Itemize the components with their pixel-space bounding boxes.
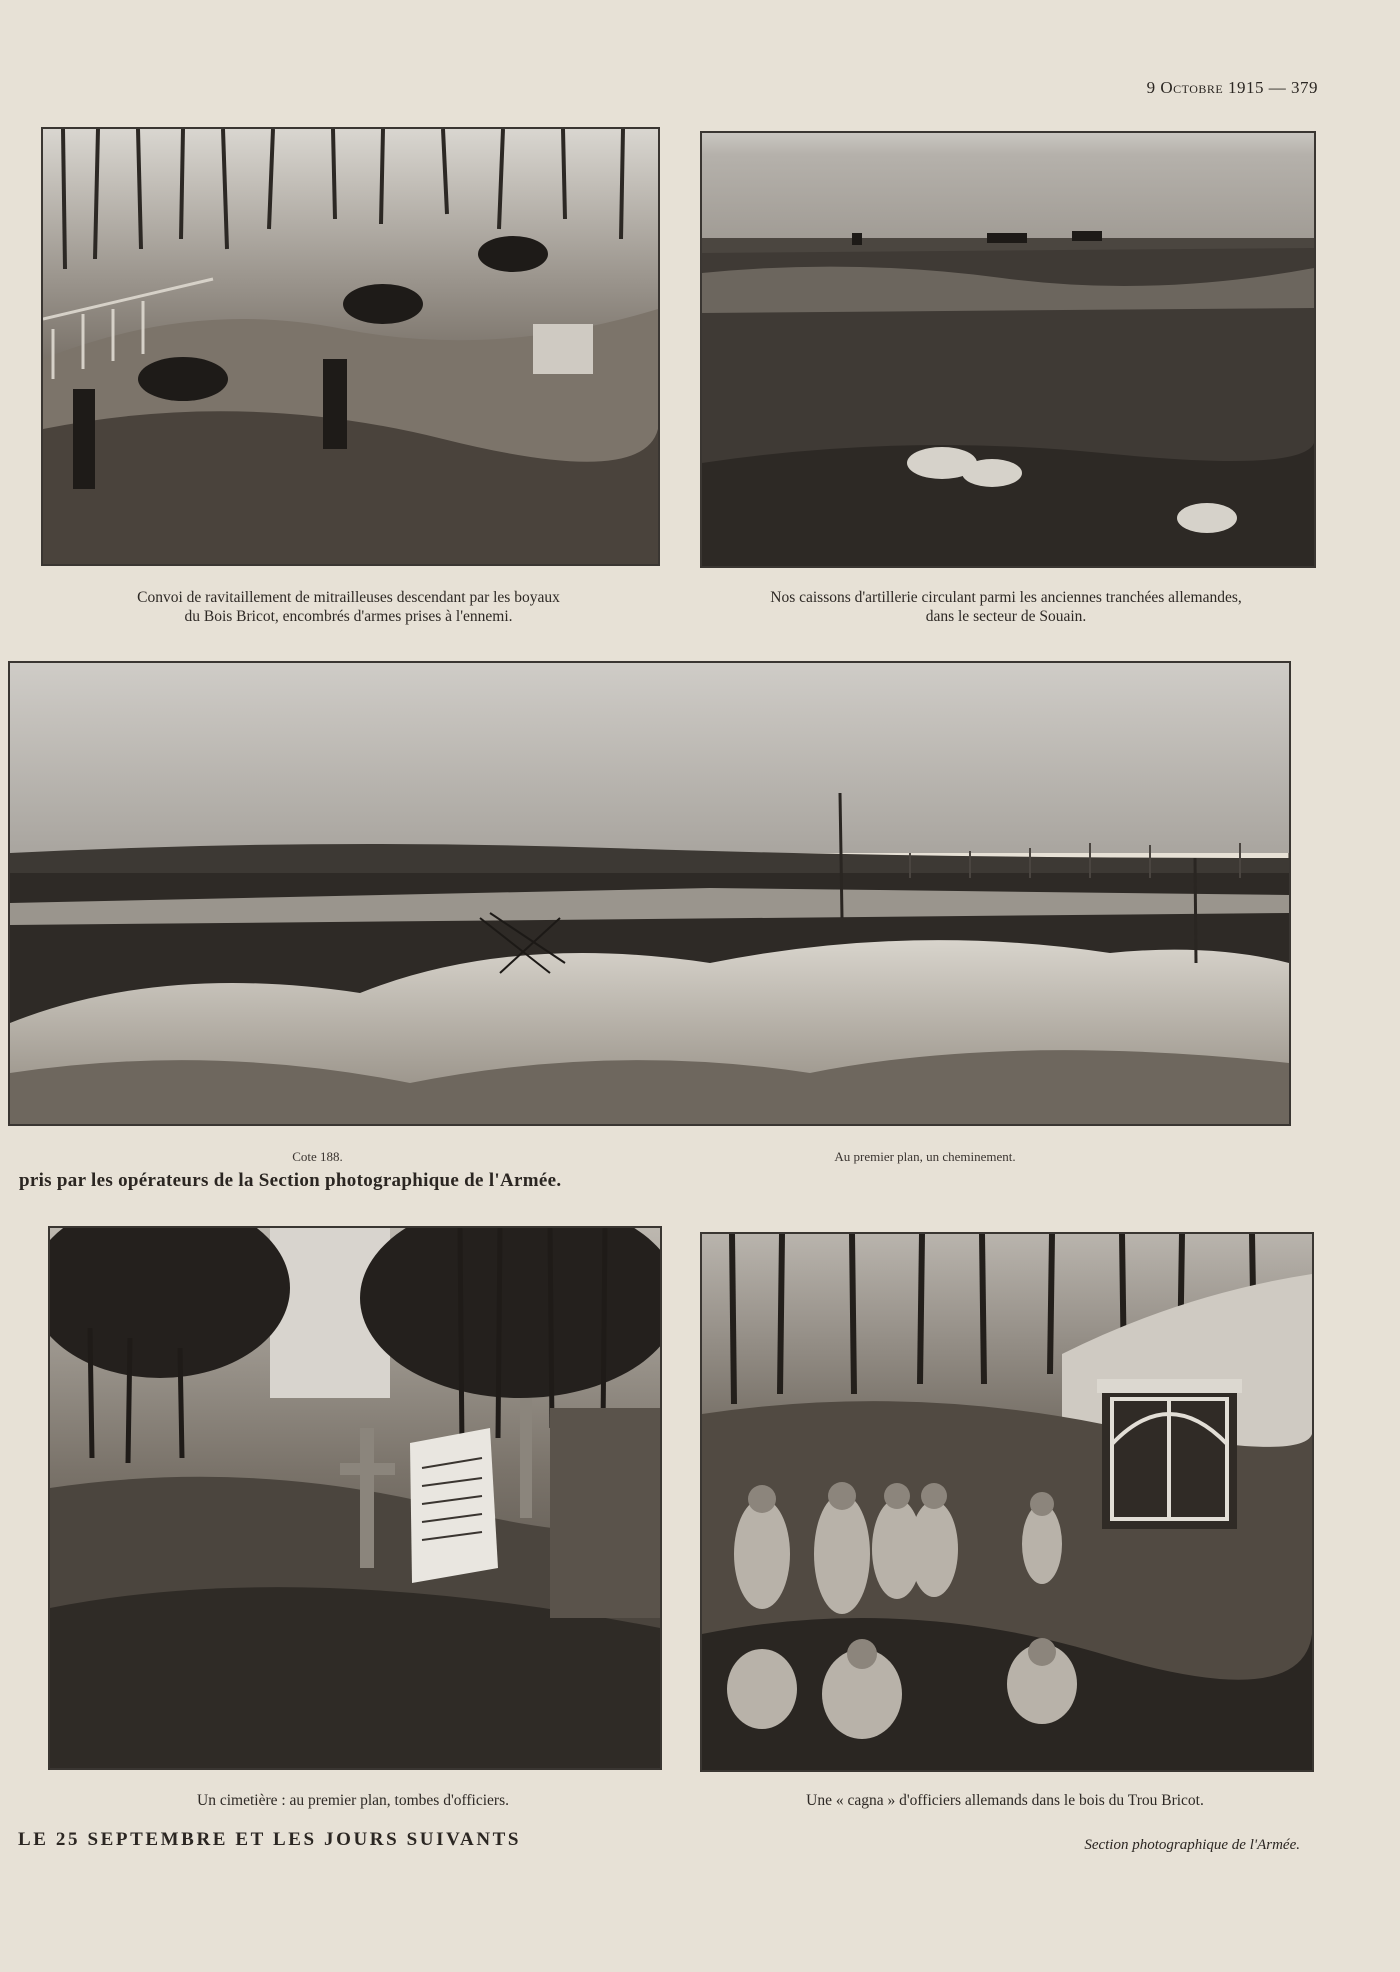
photo-caissons-souain — [700, 131, 1316, 568]
caption-caissons-line2: dans le secteur de Souain. — [925, 608, 1087, 625]
photo-cagna-trou-bricot — [700, 1232, 1314, 1772]
photo-cemetery — [48, 1226, 662, 1770]
caption-caissons — [700, 588, 1312, 626]
caption-cote-188: Cote 188. — [292, 1149, 343, 1164]
caption-convoy — [41, 588, 656, 626]
caption-cheminement: Au premier plan, un cheminement. — [834, 1149, 1016, 1164]
photo-credit: Section photographique de l'Armée. — [1084, 1837, 1300, 1853]
caption-cagna: Une « cagna » d'officiers allemands dans le bois du Trou Bricot. — [806, 1792, 1204, 1809]
issue-date: 9 Octobre 1915 — [1146, 78, 1264, 97]
bottom-headline: LE 25 SEPTEMBRE ET LES JOURS SUIVANTS — [18, 1829, 522, 1850]
page-header — [1147, 78, 1318, 98]
photo-panorama-cote-188 — [8, 661, 1291, 1126]
header-separator: — — [1268, 78, 1287, 97]
caption-convoy-line1: Convoi de ravitaillement de mitrailleuses descendant par les boyaux — [137, 589, 560, 606]
caption-caissons-line1: Nos caissons d'artillerie circulant parmi les anciennes tranchées allemandes, — [770, 589, 1242, 606]
photo-convoy-bois-bricot — [41, 127, 660, 566]
caption-cemetery: Un cimetière : au premier plan, tombes d'officiers. — [197, 1792, 509, 1809]
page-number: 379 — [1291, 78, 1318, 97]
caption-convoy-line2: du Bois Bricot, encombrés d'armes prises à l'ennemi. — [184, 608, 513, 625]
middle-headline: pris par les opérateurs de la Section photographique de l'Armée. — [19, 1170, 562, 1191]
